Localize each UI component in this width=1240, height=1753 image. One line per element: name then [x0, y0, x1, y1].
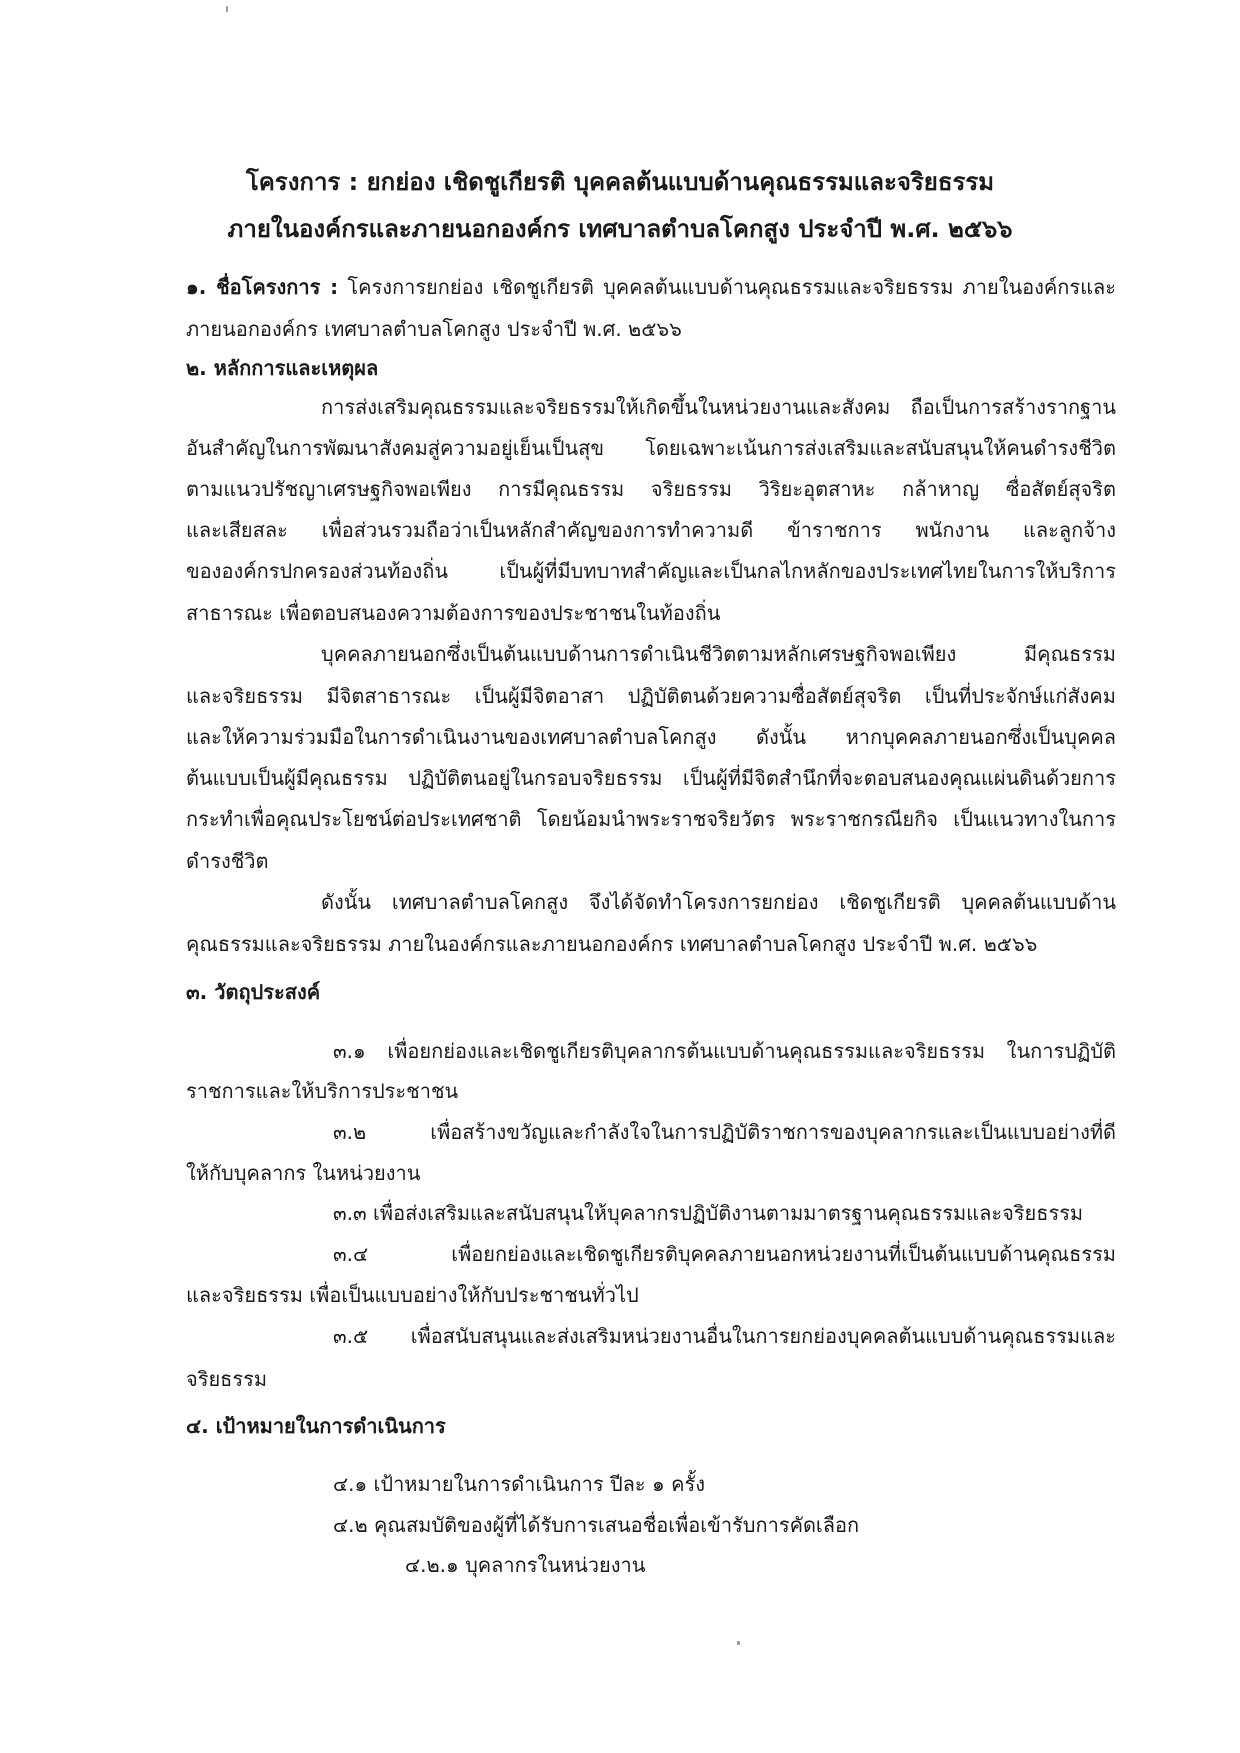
objective-3-4-line-2: และจริยธรรม เพื่อเป็นแบบอย่างให้กับประชาชนทั่วไป	[186, 1283, 639, 1307]
section-2-paragraph-2-line: ดำรงชีวิต	[186, 849, 269, 873]
objective-3-4-line-1: ๓.๔ เพื่อยกย่องและเชิดชูเกียรติบุคคลภายนอกหน่วยงานที่เป็นต้นแบบด้านคุณธรรม	[333, 1242, 1116, 1266]
section-3-heading: ๓. วัตถุประสงค์	[186, 980, 321, 1004]
section-2-paragraph-2-line: และให้ความร่วมมือในการดำเนินงานของเทศบาลตำบลโคกสูง ดังนั้น หากบุคคลภายนอกซึ่งเป็นบุคคล	[186, 725, 1116, 749]
scan-speck-mark	[226, 6, 228, 12]
objective-3-2-line-2: ให้กับบุคลากร ในหน่วยงาน	[186, 1161, 421, 1185]
target-4-2-1: ๔.๒.๑ บุคลากรในหน่วยงาน	[405, 1553, 646, 1577]
objective-3-5-line-1: ๓.๕ เพื่อสนับสนุนและส่งเสริมหน่วยงานอื่นในการยกย่องบุคคลต้นแบบด้านคุณธรรมและ	[333, 1324, 1116, 1348]
section-2-paragraph-2-line: และจริยธรรม มีจิตสาธารณะ เป็นผู้มีจิตอาสา ปฏิบัติตนด้วยความซื่อสัตย์สุจริต เป็นที่ประจักษ์แก่สังคม	[186, 684, 1116, 708]
section-1-label: ๑. ชื่อโครงการ :	[186, 275, 339, 299]
objective-3-1-line-2: ราชการและให้บริการประชาชน	[186, 1079, 459, 1103]
section-1-line-1	[186, 271, 1116, 303]
section-2-paragraph-2-line: กระทำเพื่อคุณประโยชน์ต่อประเทศชาติ โดยน้อมนำพระราชจริยวัตร พระราชกรณียกิจ เป็นแนวทางในการ	[186, 807, 1116, 831]
objective-3-5-line-2: จริยธรรม	[186, 1367, 268, 1391]
section-2-paragraph-1-line: และเสียสละ เพื่อส่วนรวมถือว่าเป็นหลักสำคัญของการทำความดี ข้าราชการ พนักงาน และลูกจ้าง	[186, 518, 1116, 542]
scan-speck-mark	[737, 1641, 740, 1645]
section-2-heading: ๒. หลักการและเหตุผล	[186, 356, 379, 380]
target-4-1: ๔.๑ เป้าหมายในการดำเนินการ ปีละ ๑ ครั้ง	[333, 1472, 705, 1496]
section-2-paragraph-1-line: การส่งเสริมคุณธรรมและจริยธรรมให้เกิดขึ้นในหน่วยงานและสังคม ถือเป็นการสร้างรากฐาน	[321, 395, 1116, 419]
objective-3-2-line-1: ๓.๒ เพื่อสร้างขวัญและกำลังใจในการปฏิบัติราชการของบุคลากรและเป็นแบบอย่างที่ดี	[333, 1120, 1116, 1144]
section-2-paragraph-2-line: ต้นแบบเป็นผู้มีคุณธรรม ปฏิบัติตนอยู่ในกรอบจริยธรรม เป็นผู้ที่มีจิตสำนึกที่จะตอบสนองคุณแผ่นดินด้วยการ	[186, 766, 1116, 790]
section-1-line-2: ภายนอกองค์กร เทศบาลตำบลโคกสูง ประจำปี พ.ศ. ๒๕๖๖	[186, 317, 682, 341]
section-2-paragraph-1-line: อันสำคัญในการพัฒนาสังคมสู่ความอยู่เย็นเป็นสุข โดยเฉพาะเน้นการส่งเสริมและสนับสนุนให้คนดำรงชีวิต	[186, 436, 1116, 460]
section-2-paragraph-3-line: คุณธรรมและจริยธรรม ภายในองค์กรและภายนอกองค์กร เทศบาลตำบลโคกสูง ประจำปี พ.ศ. ๒๕๖๖	[186, 932, 1038, 956]
section-2-paragraph-1-line: ตามแนวปรัชญาเศรษฐกิจพอเพียง การมีคุณธรรม จริยธรรม วิริยะอุตสาหะ กล้าหาญ ซื่อสัตย์สุจริต	[186, 477, 1116, 501]
objective-3-1-line-1: ๓.๑ เพื่อยกย่องและเชิดชูเกียรติบุคลากรต้นแบบด้านคุณธรรมและจริยธรรม ในการปฏิบัติ	[333, 1039, 1116, 1063]
section-2-paragraph-1-line: ขององค์กรปกครองส่วนท้องถิ่น เป็นผู้ที่มีบทบาทสำคัญและเป็นกลไกหลักของประเทศไทยในการให้บริการ	[186, 559, 1116, 583]
target-4-2: ๔.๒ คุณสมบัติของผู้ที่ได้รับการเสนอชื่อเพื่อเข้ารับการคัดเลือก	[333, 1513, 860, 1537]
document-title-line-1: โครงการ : ยกย่อง เชิดชูเกียรติ บุคคลต้นแบบด้านคุณธรรมและจริยธรรม	[245, 168, 995, 196]
section-4-heading: ๔. เป้าหมายในการดำเนินการ	[186, 1414, 446, 1438]
section-2-paragraph-3-line: ดังนั้น เทศบาลตำบลโคกสูง จึงได้จัดทำโครงการยกย่อง เชิดชูเกียรติ บุคคลต้นแบบด้าน	[321, 890, 1116, 914]
section-2-paragraph-1-line: สาธารณะ เพื่อตอบสนองความต้องการของประชาชนในท้องถิ่น	[186, 601, 721, 625]
document-title-line-2: ภายในองค์กรและภายนอกองค์กร เทศบาลตำบลโคกสูง ประจำปี พ.ศ. ๒๕๖๖	[227, 215, 1013, 243]
section-2-paragraph-2-line: บุคคลภายนอกซึ่งเป็นต้นแบบด้านการดำเนินชีวิตตามหลักเศรษฐกิจพอเพียง มีคุณธรรม	[321, 642, 1116, 666]
section-1-text: โครงการยกย่อง เชิดชูเกียรติ บุคคลต้นแบบด้านคุณธรรมและจริยธรรม ภายในองค์กรและ	[347, 275, 1117, 299]
objective-3-3: ๓.๓ เพื่อส่งเสริมและสนับสนุนให้บุคลากรปฏิบัติงานตามมาตรฐานคุณธรรมและจริยธรรม	[333, 1201, 1084, 1225]
